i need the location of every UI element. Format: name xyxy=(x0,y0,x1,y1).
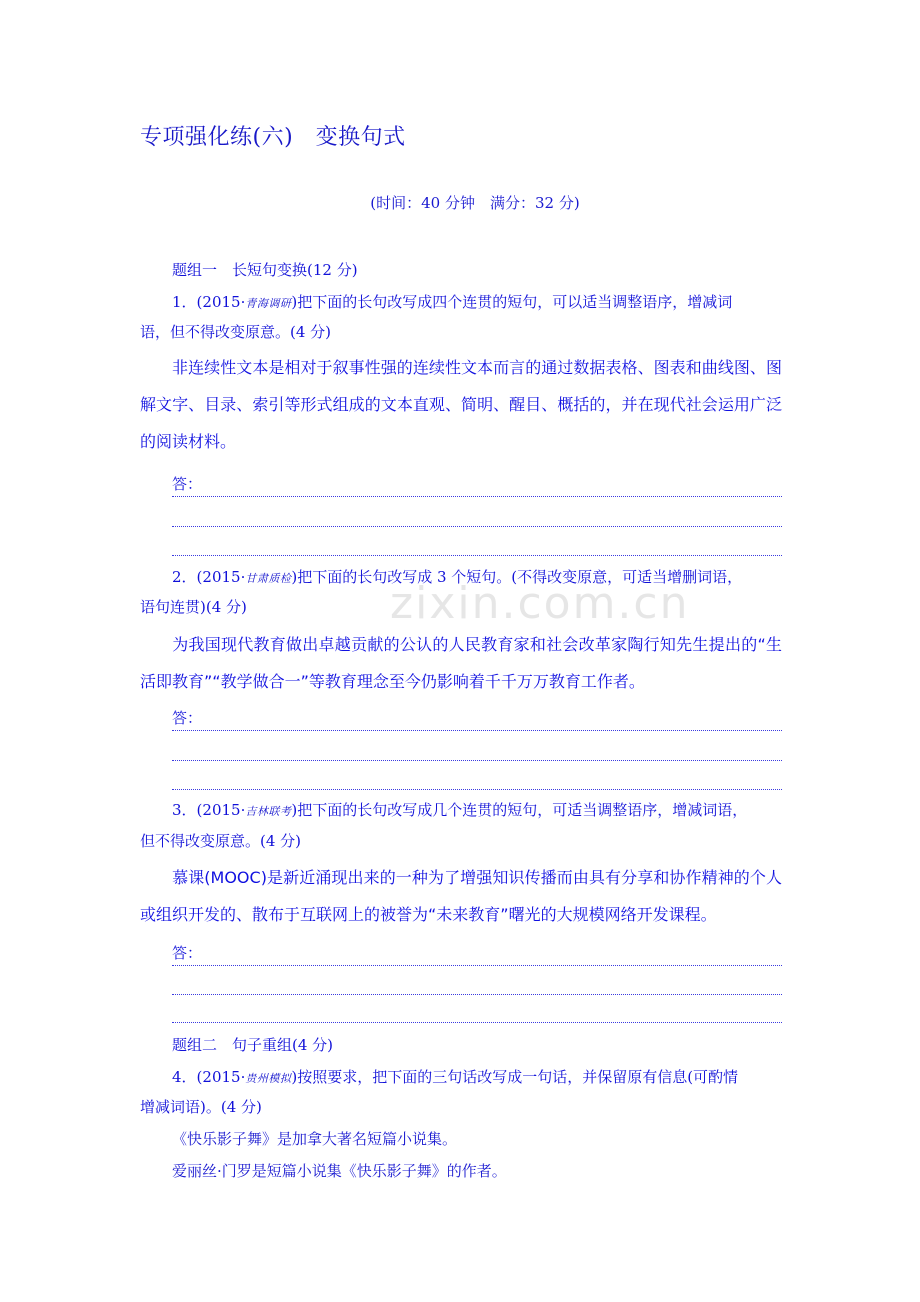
answer-line[interactable] xyxy=(172,537,782,556)
question-3-instruction: )把下面的长句改写成几个连贯的短句，可适当调整语序，增减词语， xyxy=(291,801,748,819)
question-3-source: 吉林联考 xyxy=(245,805,292,818)
question-4-line-2: 增减词语)。(4 分) xyxy=(140,1098,262,1116)
answer-line[interactable] xyxy=(172,944,782,966)
question-1-line-1 xyxy=(172,291,732,312)
question-1-number: 1．(2015· xyxy=(172,293,246,311)
question-3-line-1 xyxy=(172,799,747,820)
question-4-source: 贵州模拟 xyxy=(245,1072,292,1085)
question-1-source: 青海调研 xyxy=(245,297,292,310)
question-4-sentence-2: 爱丽丝·门罗是短篇小说集《快乐影子舞》的作者。 xyxy=(172,1162,507,1180)
question-3-number: 3．(2015· xyxy=(172,801,246,819)
answer-line[interactable] xyxy=(172,771,782,790)
group-2-heading: 题组二 句子重组(4 分) xyxy=(172,1036,334,1054)
answer-line[interactable] xyxy=(172,475,782,497)
question-4-number: 4．(2015· xyxy=(172,1068,246,1086)
question-2-passage xyxy=(140,626,782,700)
question-3-passage-text: 慕课(MOOC)是新近涌现出来的一种为了增强知识传播而由具有分享和协作精神的个人或组织开发的、散布于互联网上的被誉为“未来教育”曙光的大规模网络开发课程。 xyxy=(140,868,782,924)
exam-meta: (时间：40 分钟 满分：32 分) xyxy=(370,194,580,212)
question-1-line-2: 语，但不得改变原意。(4 分) xyxy=(140,323,332,341)
question-2-instruction: )把下面的长句改写成 3 个短句。(不得改变原意，可适当增删词语， xyxy=(291,568,743,586)
question-1-passage xyxy=(140,349,782,460)
answer-label: 答： xyxy=(172,707,208,728)
page-title: 专项强化练(六) 变换句式 xyxy=(140,125,406,150)
question-3-line-2: 但不得改变原意。(4 分) xyxy=(140,832,302,850)
question-2-line-2: 语句连贯)(4 分) xyxy=(140,598,247,616)
answer-line[interactable] xyxy=(172,742,782,761)
question-1-instruction: )把下面的长句改写成四个连贯的短句，可以适当调整语序，增减词 xyxy=(291,293,733,311)
question-2-source: 甘肃质检 xyxy=(245,572,292,585)
answer-line[interactable] xyxy=(172,976,782,995)
question-2-line-1 xyxy=(172,566,742,587)
answer-label: 答： xyxy=(172,473,208,494)
answer-line[interactable] xyxy=(172,508,782,527)
answer-label: 答： xyxy=(172,942,208,963)
question-4-line-1 xyxy=(172,1066,738,1087)
group-1-heading: 题组一 长短句变换(12 分) xyxy=(172,261,358,279)
watermark: zixin.com.cn xyxy=(390,578,690,629)
question-4-sentence-1: 《快乐影子舞》是加拿大著名短篇小说集。 xyxy=(172,1130,458,1148)
question-2-passage-text: 为我国现代教育做出卓越贡献的公认的人民教育家和社会改革家陶行知先生提出的“生活即教育”“教学做合一”等教育理念至今仍影响着千千万万教育工作者。 xyxy=(140,635,782,691)
question-1-passage-text: 非连续性文本是相对于叙事性强的连续性文本而言的通过数据表格、图表和曲线图、图解文字、目录、索引等形式组成的文本直观、简明、醒目、概括的，并在现代社会运用广泛的阅读材料。 xyxy=(140,358,782,451)
question-2-number: 2．(2015· xyxy=(172,568,246,586)
answer-line[interactable] xyxy=(172,709,782,731)
answer-line[interactable] xyxy=(172,1004,782,1023)
question-4-instruction: )按照要求，把下面的三句话改写成一句话，并保留原有信息(可酌情 xyxy=(291,1068,739,1086)
question-3-passage xyxy=(140,859,782,933)
